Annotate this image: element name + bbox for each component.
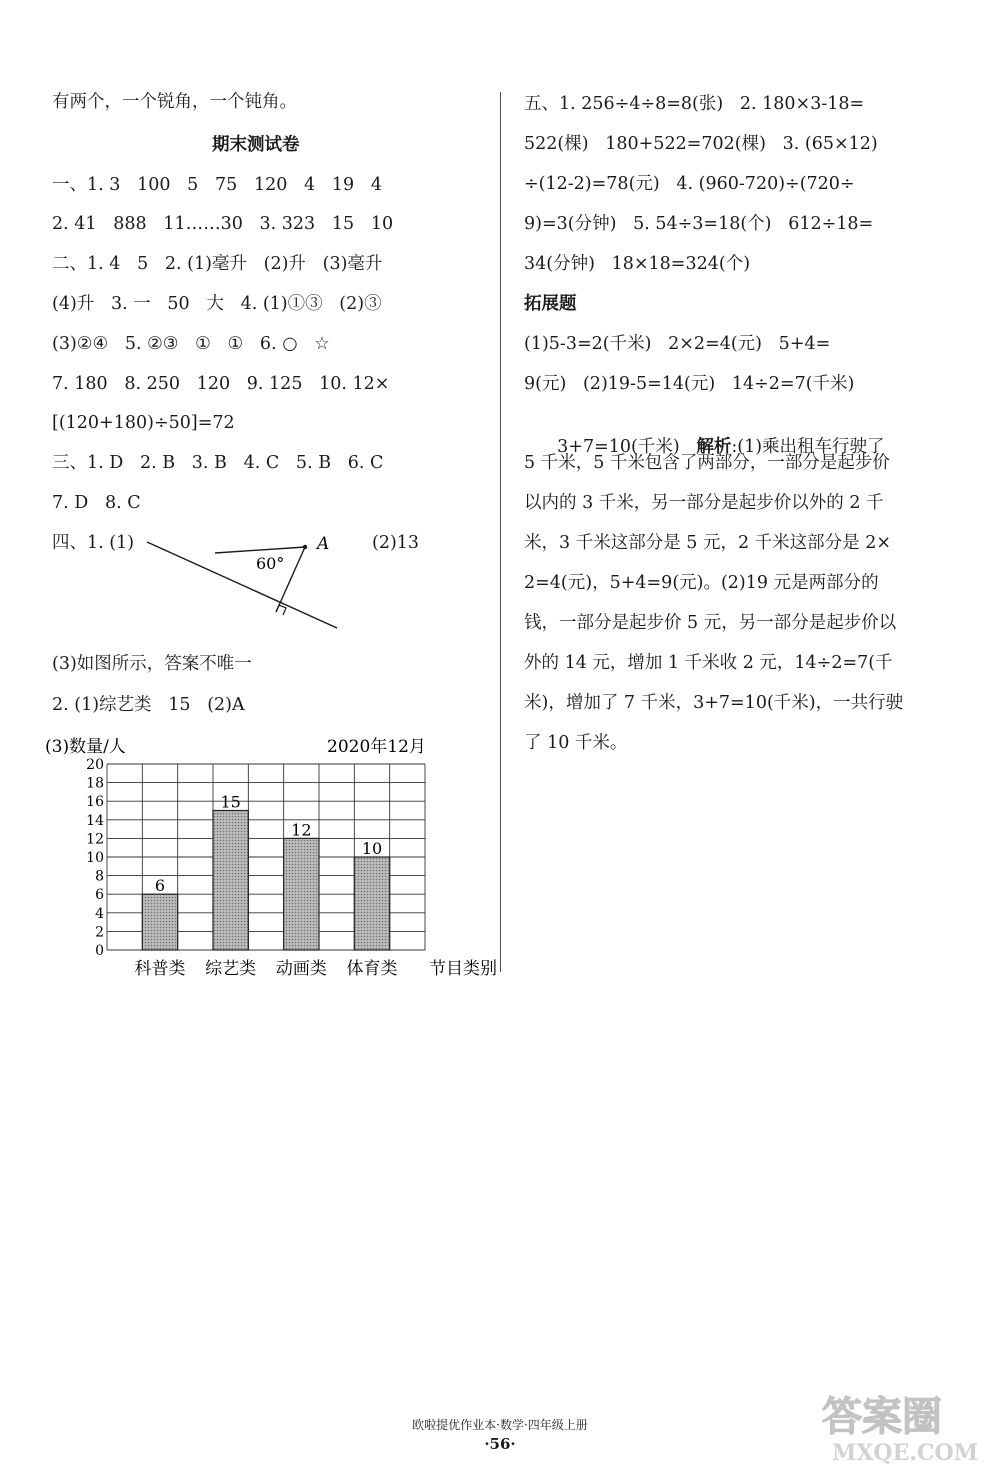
answer-line: ÷(12-2)=78(元) 4. (960-720)÷(720÷ xyxy=(524,174,855,194)
answer-line: 5 千米，5 千米包含了两部分，一部分是起步价 xyxy=(524,453,890,473)
watermark-text: 答案圈 xyxy=(822,1393,942,1440)
answer-line: 米，3 千米这部分是 5 元，2 千米这部分是 2× xyxy=(524,533,892,553)
answer-line: 522(棵) 180+522=702(棵) 3. (65×12) xyxy=(524,134,878,154)
answer-text: 3+7=10(千米) xyxy=(557,437,680,457)
watermark-logo xyxy=(818,1388,978,1466)
x-tick-label: 科普类 xyxy=(134,959,186,979)
x-tick-label: 综艺类 xyxy=(205,959,257,979)
y-axis-label: (3)数量/人 xyxy=(45,737,126,757)
y-tick-label: 20 xyxy=(86,757,104,773)
y-tick-label: 10 xyxy=(86,850,104,866)
answer-line: 2. (1)综艺类 15 (2)A xyxy=(52,695,245,715)
section-heading: 期末测试卷 xyxy=(212,135,300,155)
y-tick-label: 4 xyxy=(95,905,104,922)
data-label: 6 xyxy=(154,876,166,896)
y-tick-label: 8 xyxy=(95,868,104,885)
y-tick-label: 16 xyxy=(86,794,104,811)
y-tick-label: 14 xyxy=(86,812,104,829)
y-tick-label: 2 xyxy=(95,924,104,941)
page-number: ·56· xyxy=(484,1435,516,1453)
bar xyxy=(354,857,389,950)
right-angle-mark xyxy=(276,605,286,615)
answer-line: 34(分钟) 18×18=324(个) xyxy=(524,254,751,274)
data-label: 12 xyxy=(291,820,312,840)
answer-line: 四、1. (1) xyxy=(52,533,135,553)
y-tick-label: 12 xyxy=(86,831,104,848)
answer-line: 2. 41 888 11……30 3. 323 15 10 xyxy=(52,214,394,234)
answer-line: 三、1. D 2. B 3. B 4. C 5. B 6. C xyxy=(52,453,384,473)
bar xyxy=(284,838,319,950)
bar xyxy=(142,894,177,950)
answer-line: 有两个，一个锐角，一个钝角。 xyxy=(52,92,297,112)
answer-line: (3)如图所示，答案不唯一 xyxy=(52,654,252,674)
answer-line: 钱，一部分是起步价 5 元，另一部分是起步价以 xyxy=(524,613,897,633)
answer-line: 米)，增加了 7 千米，3+7=10(千米)，一共行驶 xyxy=(524,693,904,713)
answer-line: (4)升 3. 一 50 大 4. (1)①③ (2)③ xyxy=(52,294,382,314)
angle-diagram xyxy=(145,536,345,632)
answer-line: (2)13 xyxy=(372,533,420,553)
answer-line: [(120+180)÷50]=72 xyxy=(52,413,235,433)
y-tick-label: 18 xyxy=(86,775,104,792)
answer-line: 了 10 千米。 xyxy=(524,733,628,753)
angle-label: 60° xyxy=(256,554,285,573)
chart-title: 2020年12月 xyxy=(327,737,426,757)
ray-line xyxy=(215,547,305,553)
section-heading: 拓展题 xyxy=(524,294,577,314)
point-label: A xyxy=(317,536,330,554)
x-tick-label: 体育类 xyxy=(346,959,398,979)
answer-line: 7. 180 8. 250 120 9. 125 10. 12× xyxy=(52,374,390,394)
baseline-line xyxy=(147,542,337,628)
point-a-dot xyxy=(303,545,307,549)
answer-line: 外的 14 元，增加 1 千米收 2 元，14÷2=7(千 xyxy=(524,653,893,673)
answer-line: 2=4(元)，5+4=9(元)。(2)19 元是两部分的 xyxy=(524,573,879,593)
answer-line: (3)②④ 5. ②③ ① ① 6. ○ ☆ xyxy=(52,334,330,354)
analysis-label: 解析 xyxy=(696,437,732,457)
bar-chart xyxy=(45,734,505,984)
answer-line: 二、1. 4 5 2. (1)毫升 (2)升 (3)毫升 xyxy=(52,254,383,274)
answer-text: :(1)乘出租车行驶了 xyxy=(731,437,885,457)
y-tick-label: 6 xyxy=(95,887,104,904)
answer-line: 9)=3(分钟) 5. 54÷3=18(个) 612÷18= xyxy=(524,214,874,234)
data-label: 10 xyxy=(361,839,383,858)
x-axis-label: 节目类别 xyxy=(429,959,497,979)
answer-line: 9(元) (2)19-5=14(元) 14÷2=7(千米) xyxy=(524,374,855,394)
x-tick-label: 动画类 xyxy=(275,959,327,979)
answer-line: 以内的 3 千米，另一部分是起步价以外的 2 千 xyxy=(524,493,884,513)
y-tick-label: 0 xyxy=(95,943,104,959)
answer-line: 7. D 8. C xyxy=(52,493,141,513)
footer-title: 欧啦提优作业本·数学·四年级上册 xyxy=(412,1418,588,1432)
data-label: 15 xyxy=(220,792,241,812)
answer-line: 五、1. 256÷4÷8=8(张) 2. 180×3-18= xyxy=(524,94,865,114)
answer-line: 一、1. 3 100 5 75 120 4 19 4 xyxy=(52,175,382,195)
column-divider xyxy=(500,92,501,972)
bar xyxy=(213,811,248,951)
answer-line: (1)5-3=2(千米) 2×2=4(元) 5+4= xyxy=(524,334,831,354)
watermark-url: MXQE.COM xyxy=(832,1440,978,1466)
